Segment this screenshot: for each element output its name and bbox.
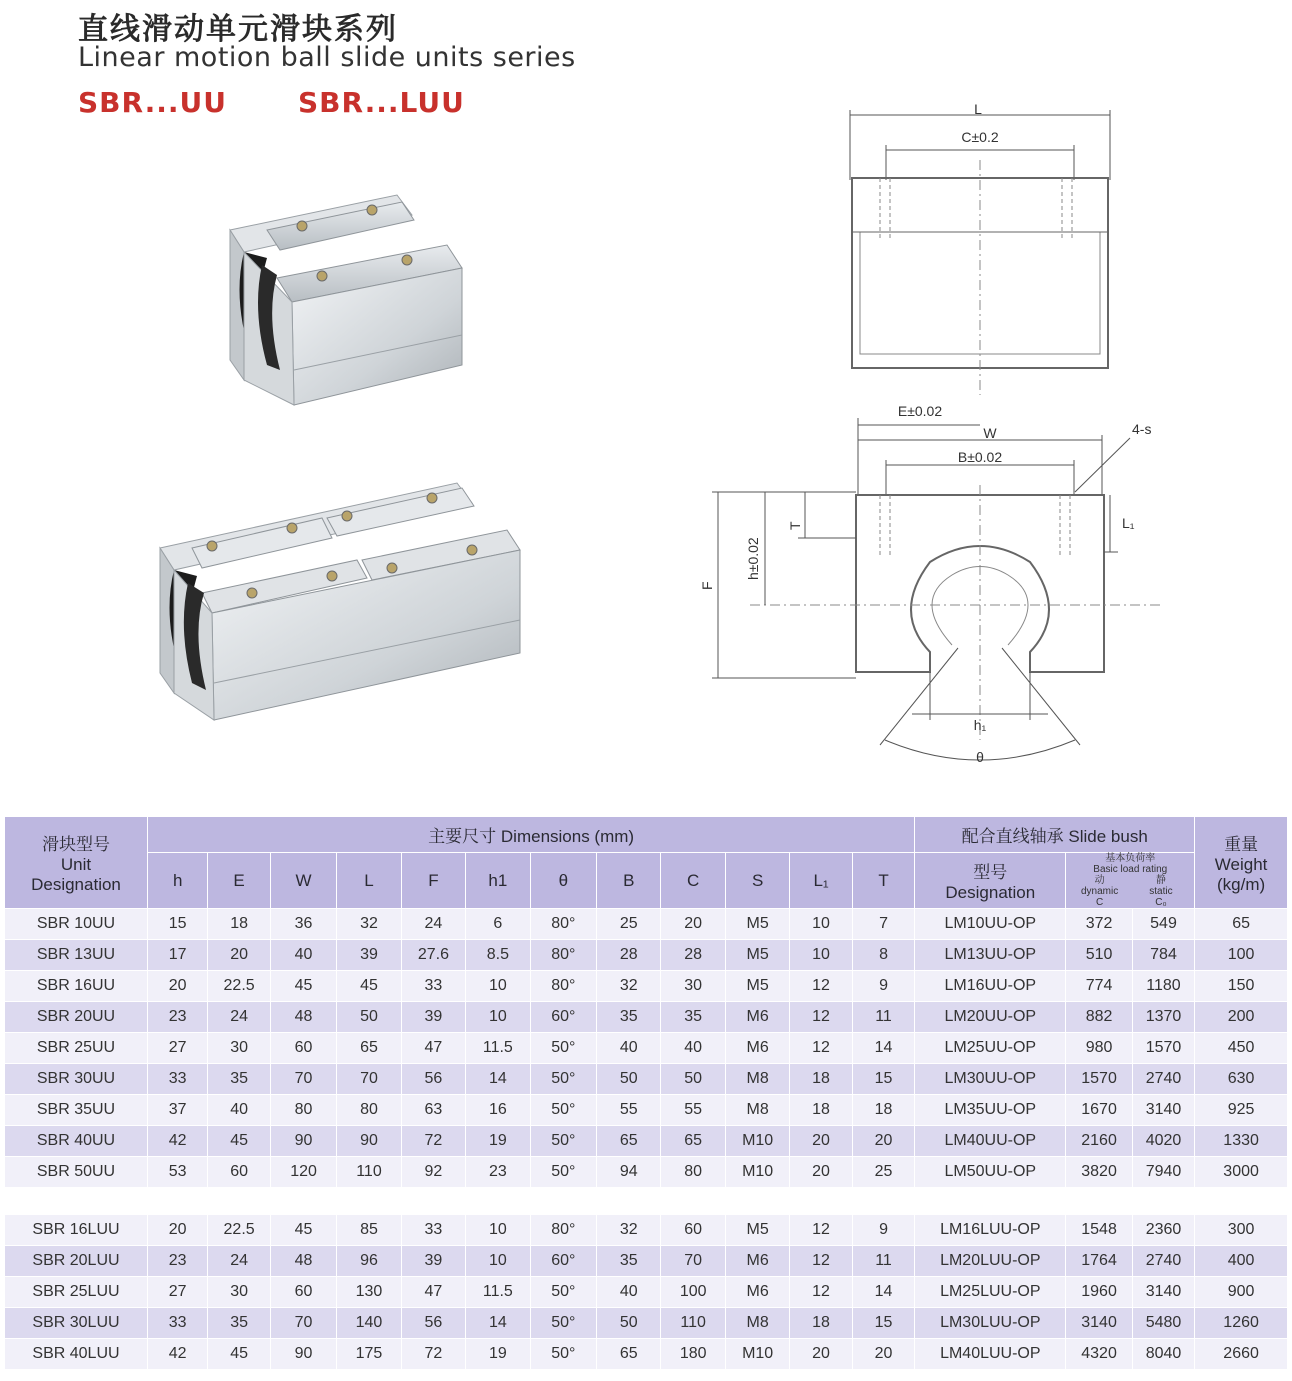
- table-cell: 980: [1066, 1033, 1132, 1064]
- table-cell: 630: [1195, 1064, 1288, 1095]
- table-cell: 110: [661, 1308, 725, 1339]
- table-cell: 50: [337, 1002, 401, 1033]
- table-cell: 96: [337, 1246, 401, 1277]
- table-cell: 2740: [1132, 1246, 1194, 1277]
- table-cell: 549: [1132, 909, 1194, 940]
- technical-drawing: [690, 100, 1170, 770]
- table-cell: 20: [790, 1339, 852, 1370]
- weight-header: 重量 Weight (kg/m): [1195, 817, 1288, 909]
- col-header-theta: θ: [530, 853, 596, 909]
- table-cell: 45: [337, 971, 401, 1002]
- table-cell: M6: [725, 1277, 789, 1308]
- unit-designation-cell: SBR 20UU: [5, 1002, 148, 1033]
- table-cell: 11.5: [466, 1277, 530, 1308]
- slide-bush-header: 配合直线轴承 Slide bush: [915, 817, 1195, 853]
- table-cell: 55: [597, 1095, 661, 1126]
- table-cell: 20: [147, 971, 207, 1002]
- table-cell: 8: [852, 940, 915, 971]
- table-cell: 882: [1066, 1002, 1132, 1033]
- table-cell: 35: [597, 1002, 661, 1033]
- specification-table-body: [5, 909, 1288, 1370]
- table-cell: 70: [661, 1246, 725, 1277]
- table-cell: 1260: [1195, 1308, 1288, 1339]
- table-cell: 1764: [1066, 1246, 1132, 1277]
- table-cell: 50°: [530, 1157, 596, 1188]
- table-cell: 11: [852, 1246, 915, 1277]
- table-cell: 4020: [1132, 1126, 1194, 1157]
- table-row: [5, 1215, 1288, 1246]
- table-cell: 450: [1195, 1033, 1288, 1064]
- table-cell: 14: [466, 1064, 530, 1095]
- table-cell: 24: [401, 909, 465, 940]
- table-cell: 925: [1195, 1095, 1288, 1126]
- col-header-E: E: [208, 853, 270, 909]
- table-cell: 1570: [1132, 1033, 1194, 1064]
- table-cell: 15: [852, 1064, 915, 1095]
- table-cell: 11.5: [466, 1033, 530, 1064]
- table-cell: LM35UU-OP: [915, 1095, 1066, 1126]
- table-cell: 12: [790, 1246, 852, 1277]
- table-cell: M6: [725, 1246, 789, 1277]
- table-cell: 50°: [530, 1308, 596, 1339]
- table-cell: 27: [147, 1033, 207, 1064]
- table-cell: 110: [337, 1157, 401, 1188]
- table-row: [5, 1339, 1288, 1370]
- label-h: h±0.02: [745, 537, 761, 580]
- table-cell: 35: [208, 1064, 270, 1095]
- table-cell: 40: [661, 1033, 725, 1064]
- table-cell: 24: [208, 1246, 270, 1277]
- col-header-B: B: [597, 853, 661, 909]
- table-cell: 48: [270, 1002, 336, 1033]
- table-cell: 65: [597, 1126, 661, 1157]
- table-cell: M5: [725, 971, 789, 1002]
- table-cell: 372: [1066, 909, 1132, 940]
- table-cell: 17: [147, 940, 207, 971]
- unit-designation-cell: SBR 30LUU: [5, 1308, 148, 1339]
- table-cell: 7940: [1132, 1157, 1194, 1188]
- table-cell: 12: [790, 971, 852, 1002]
- table-cell: M10: [725, 1126, 789, 1157]
- table-cell: 72: [401, 1126, 465, 1157]
- col-header-load-rating: 基本负荷率 Basic load rating 动 dynamic C 静 static C₀: [1066, 853, 1195, 909]
- table-cell: 1570: [1066, 1064, 1132, 1095]
- table-cell: 90: [337, 1126, 401, 1157]
- table-cell: 36: [270, 909, 336, 940]
- table-cell: 14: [466, 1308, 530, 1339]
- table-cell: 3820: [1066, 1157, 1132, 1188]
- table-cell: 25: [597, 909, 661, 940]
- table-cell: 18: [852, 1095, 915, 1126]
- table-cell: 784: [1132, 940, 1194, 971]
- table-cell: 65: [597, 1339, 661, 1370]
- table-cell: 42: [147, 1126, 207, 1157]
- table-row: [5, 1095, 1288, 1126]
- table-row: [5, 940, 1288, 971]
- table-cell: 45: [270, 1215, 336, 1246]
- table-cell: 50: [661, 1064, 725, 1095]
- table-cell: 40: [597, 1277, 661, 1308]
- table-cell: 130: [337, 1277, 401, 1308]
- table-cell: 50°: [530, 1277, 596, 1308]
- table-cell: LM25LUU-OP: [915, 1277, 1066, 1308]
- table-cell: 19: [466, 1126, 530, 1157]
- table-cell: 180: [661, 1339, 725, 1370]
- table-cell: 120: [270, 1157, 336, 1188]
- table-cell: 3140: [1066, 1308, 1132, 1339]
- table-cell: 60°: [530, 1246, 596, 1277]
- table-cell: 65: [337, 1033, 401, 1064]
- unit-designation-cell: SBR 16LUU: [5, 1215, 148, 1246]
- table-cell: M5: [725, 940, 789, 971]
- table-cell: 56: [401, 1308, 465, 1339]
- col-header-C: C: [661, 853, 725, 909]
- table-cell: 25: [852, 1157, 915, 1188]
- table-row: [5, 1126, 1288, 1157]
- table-cell: 40: [270, 940, 336, 971]
- table-cell: 60: [270, 1277, 336, 1308]
- table-cell: 28: [661, 940, 725, 971]
- table-row: [5, 1277, 1288, 1308]
- title-chinese: 直线滑动单元滑块系列: [78, 12, 398, 47]
- table-cell: 47: [401, 1033, 465, 1064]
- unit-designation-cell: SBR 25LUU: [5, 1277, 148, 1308]
- table-cell: LM20LUU-OP: [915, 1246, 1066, 1277]
- table-cell: 10: [466, 1246, 530, 1277]
- table-cell: 80: [661, 1157, 725, 1188]
- table-cell: 150: [1195, 971, 1288, 1002]
- label-F: F: [699, 581, 715, 590]
- table-cell: 28: [597, 940, 661, 971]
- unit-designation-cell: SBR 40UU: [5, 1126, 148, 1157]
- table-cell: 80°: [530, 1215, 596, 1246]
- table-cell: 5480: [1132, 1308, 1194, 1339]
- table-row: [5, 1246, 1288, 1277]
- col-header-L1: L₁: [790, 853, 852, 909]
- table-cell: 14: [852, 1277, 915, 1308]
- table-cell: 80: [337, 1095, 401, 1126]
- table-row: [5, 1033, 1288, 1064]
- table-cell: 11: [852, 1002, 915, 1033]
- table-cell: 200: [1195, 1002, 1288, 1033]
- table-cell: LM40LUU-OP: [915, 1339, 1066, 1370]
- table-cell: 50°: [530, 1126, 596, 1157]
- table-cell: 65: [661, 1126, 725, 1157]
- table-cell: 20: [661, 909, 725, 940]
- table-cell: 23: [466, 1157, 530, 1188]
- table-cell: 9: [852, 1215, 915, 1246]
- label-h1: h₁: [973, 717, 987, 733]
- table-cell: 80°: [530, 909, 596, 940]
- table-row: [5, 1308, 1288, 1339]
- table-cell: LM50UU-OP: [915, 1157, 1066, 1188]
- unit-designation-cell: SBR 50UU: [5, 1157, 148, 1188]
- table-group-separator: [5, 1188, 1288, 1215]
- table-cell: 72: [401, 1339, 465, 1370]
- table-cell: 20: [147, 1215, 207, 1246]
- table-cell: 16: [466, 1095, 530, 1126]
- table-cell: 35: [661, 1002, 725, 1033]
- table-cell: 50: [597, 1308, 661, 1339]
- unit-designation-cell: SBR 16UU: [5, 971, 148, 1002]
- table-cell: 60: [661, 1215, 725, 1246]
- table-row: [5, 1002, 1288, 1033]
- table-row: [5, 971, 1288, 1002]
- table-cell: 60: [208, 1157, 270, 1188]
- table-cell: 30: [661, 971, 725, 1002]
- title-english: Linear motion ball slide units series: [78, 42, 576, 73]
- col-header-W: W: [270, 853, 336, 909]
- table-cell: 3140: [1132, 1095, 1194, 1126]
- label-T: T: [787, 521, 803, 530]
- col-header-L: L: [337, 853, 401, 909]
- label-E: E±0.02: [897, 403, 943, 419]
- table-cell: 90: [270, 1339, 336, 1370]
- table-cell: 65: [1195, 909, 1288, 940]
- unit-designation-header: 滑块型号 Unit Designation: [5, 817, 148, 909]
- label-L1: L₁: [1122, 515, 1135, 531]
- col-header-T: T: [852, 853, 915, 909]
- table-cell: 2740: [1132, 1064, 1194, 1095]
- table-cell: 70: [270, 1308, 336, 1339]
- table-cell: 10: [466, 1002, 530, 1033]
- table-cell: LM10UU-OP: [915, 909, 1066, 940]
- table-cell: 27.6: [401, 940, 465, 971]
- table-cell: 32: [597, 1215, 661, 1246]
- table-cell: LM30UU-OP: [915, 1064, 1066, 1095]
- table-cell: 2360: [1132, 1215, 1194, 1246]
- table-cell: M10: [725, 1157, 789, 1188]
- table-cell: 10: [466, 1215, 530, 1246]
- col-header-h1: h1: [466, 853, 530, 909]
- label-theta: θ: [976, 749, 984, 765]
- table-cell: 39: [401, 1246, 465, 1277]
- table-cell: 60°: [530, 1002, 596, 1033]
- label-L: L: [974, 101, 982, 117]
- table-cell: 900: [1195, 1277, 1288, 1308]
- table-cell: 55: [661, 1095, 725, 1126]
- table-cell: 30: [208, 1277, 270, 1308]
- table-cell: M8: [725, 1308, 789, 1339]
- label-C: C±0.2: [961, 129, 999, 145]
- table-cell: 12: [790, 1215, 852, 1246]
- table-cell: 2660: [1195, 1339, 1288, 1370]
- table-cell: 37: [147, 1095, 207, 1126]
- series-label-luu: SBR...LUU: [298, 86, 465, 119]
- table-cell: 50°: [530, 1339, 596, 1370]
- table-row: [5, 1064, 1288, 1095]
- label-W: W: [983, 425, 997, 441]
- table-cell: 33: [401, 971, 465, 1002]
- table-cell: 19: [466, 1339, 530, 1370]
- table-cell: M6: [725, 1033, 789, 1064]
- table-cell: 80: [270, 1095, 336, 1126]
- table-cell: LM25UU-OP: [915, 1033, 1066, 1064]
- table-cell: LM13UU-OP: [915, 940, 1066, 971]
- table-cell: 70: [270, 1064, 336, 1095]
- table-cell: 20: [208, 940, 270, 971]
- table-cell: 50°: [530, 1033, 596, 1064]
- table-cell: 1548: [1066, 1215, 1132, 1246]
- table-cell: M8: [725, 1064, 789, 1095]
- table-cell: 1370: [1132, 1002, 1194, 1033]
- table-cell: M5: [725, 909, 789, 940]
- table-cell: LM40UU-OP: [915, 1126, 1066, 1157]
- table-cell: 56: [401, 1064, 465, 1095]
- unit-designation-cell: SBR 40LUU: [5, 1339, 148, 1370]
- table-row: [5, 1157, 1288, 1188]
- table-cell: 10: [466, 971, 530, 1002]
- table-cell: 20: [852, 1339, 915, 1370]
- table-cell: 8040: [1132, 1339, 1194, 1370]
- table-cell: 18: [790, 1308, 852, 1339]
- table-cell: 510: [1066, 940, 1132, 971]
- table-cell: 85: [337, 1215, 401, 1246]
- table-cell: 6: [466, 909, 530, 940]
- label-holes: 4-s: [1132, 421, 1152, 437]
- table-cell: 1670: [1066, 1095, 1132, 1126]
- table-cell: 18: [790, 1064, 852, 1095]
- table-cell: 4320: [1066, 1339, 1132, 1370]
- table-cell: 100: [1195, 940, 1288, 971]
- table-cell: 80°: [530, 940, 596, 971]
- table-cell: 63: [401, 1095, 465, 1126]
- table-cell: 80°: [530, 971, 596, 1002]
- series-label-uu: SBR...UU: [78, 86, 227, 119]
- separator-cell: [5, 1188, 1288, 1215]
- unit-designation-cell: SBR 10UU: [5, 909, 148, 940]
- table-cell: 24: [208, 1002, 270, 1033]
- table-cell: 92: [401, 1157, 465, 1188]
- table-cell: 175: [337, 1339, 401, 1370]
- table-cell: 140: [337, 1308, 401, 1339]
- table-cell: 45: [208, 1339, 270, 1370]
- table-row: [5, 909, 1288, 940]
- table-cell: 45: [270, 971, 336, 1002]
- table-cell: 1330: [1195, 1126, 1288, 1157]
- table-cell: 10: [790, 940, 852, 971]
- table-cell: 12: [790, 1033, 852, 1064]
- table-cell: 50°: [530, 1095, 596, 1126]
- unit-designation-cell: SBR 20LUU: [5, 1246, 148, 1277]
- table-cell: 53: [147, 1157, 207, 1188]
- table-cell: 7: [852, 909, 915, 940]
- table-cell: 60: [270, 1033, 336, 1064]
- table-cell: 27: [147, 1277, 207, 1308]
- table-cell: 39: [337, 940, 401, 971]
- table-cell: 10: [790, 909, 852, 940]
- unit-designation-cell: SBR 13UU: [5, 940, 148, 971]
- col-header-designation: 型号 Designation: [915, 853, 1066, 909]
- table-cell: 23: [147, 1002, 207, 1033]
- label-B: B±0.02: [957, 449, 1003, 465]
- table-cell: 20: [852, 1126, 915, 1157]
- table-cell: 33: [147, 1064, 207, 1095]
- table-cell: 18: [790, 1095, 852, 1126]
- table-cell: 100: [661, 1277, 725, 1308]
- unit-designation-cell: SBR 35UU: [5, 1095, 148, 1126]
- specification-table: [4, 816, 1288, 1370]
- table-cell: 22.5: [208, 1215, 270, 1246]
- table-cell: 1180: [1132, 971, 1194, 1002]
- table-cell: 33: [147, 1308, 207, 1339]
- table-cell: LM16LUU-OP: [915, 1215, 1066, 1246]
- photo-sbr-uu-unit: [222, 190, 482, 410]
- table-cell: 9: [852, 971, 915, 1002]
- table-cell: 39: [401, 1002, 465, 1033]
- photo-sbr-luu-unit: [152, 478, 532, 728]
- table-cell: 12: [790, 1002, 852, 1033]
- table-cell: LM20UU-OP: [915, 1002, 1066, 1033]
- table-cell: M8: [725, 1095, 789, 1126]
- unit-designation-cell: SBR 25UU: [5, 1033, 148, 1064]
- table-cell: 15: [852, 1308, 915, 1339]
- table-cell: 20: [790, 1126, 852, 1157]
- table-cell: 42: [147, 1339, 207, 1370]
- table-cell: 32: [597, 971, 661, 1002]
- table-cell: M10: [725, 1339, 789, 1370]
- table-cell: 32: [337, 909, 401, 940]
- table-cell: 50: [597, 1064, 661, 1095]
- col-header-F: F: [401, 853, 465, 909]
- dimensions-header: 主要尺寸 Dimensions (mm): [147, 817, 914, 853]
- table-cell: 18: [208, 909, 270, 940]
- table-cell: 3140: [1132, 1277, 1194, 1308]
- table-cell: 20: [790, 1157, 852, 1188]
- table-cell: 15: [147, 909, 207, 940]
- table-cell: 50°: [530, 1064, 596, 1095]
- table-cell: 400: [1195, 1246, 1288, 1277]
- table-cell: 23: [147, 1246, 207, 1277]
- table-cell: 774: [1066, 971, 1132, 1002]
- table-cell: 12: [790, 1277, 852, 1308]
- table-cell: 2160: [1066, 1126, 1132, 1157]
- table-cell: 40: [597, 1033, 661, 1064]
- table-cell: 35: [208, 1308, 270, 1339]
- table-cell: 48: [270, 1246, 336, 1277]
- table-cell: 300: [1195, 1215, 1288, 1246]
- table-cell: 22.5: [208, 971, 270, 1002]
- table-cell: 8.5: [466, 940, 530, 971]
- table-cell: M5: [725, 1215, 789, 1246]
- table-cell: 30: [208, 1033, 270, 1064]
- table-cell: 90: [270, 1126, 336, 1157]
- table-cell: LM30LUU-OP: [915, 1308, 1066, 1339]
- col-header-h: h: [147, 853, 207, 909]
- table-cell: 45: [208, 1126, 270, 1157]
- table-cell: 35: [597, 1246, 661, 1277]
- table-cell: 1960: [1066, 1277, 1132, 1308]
- table-cell: 40: [208, 1095, 270, 1126]
- col-header-S: S: [725, 853, 789, 909]
- table-cell: LM16UU-OP: [915, 971, 1066, 1002]
- table-cell: 3000: [1195, 1157, 1288, 1188]
- table-cell: 70: [337, 1064, 401, 1095]
- unit-designation-cell: SBR 30UU: [5, 1064, 148, 1095]
- table-cell: 33: [401, 1215, 465, 1246]
- table-cell: 94: [597, 1157, 661, 1188]
- table-cell: 47: [401, 1277, 465, 1308]
- table-cell: 14: [852, 1033, 915, 1064]
- table-cell: M6: [725, 1002, 789, 1033]
